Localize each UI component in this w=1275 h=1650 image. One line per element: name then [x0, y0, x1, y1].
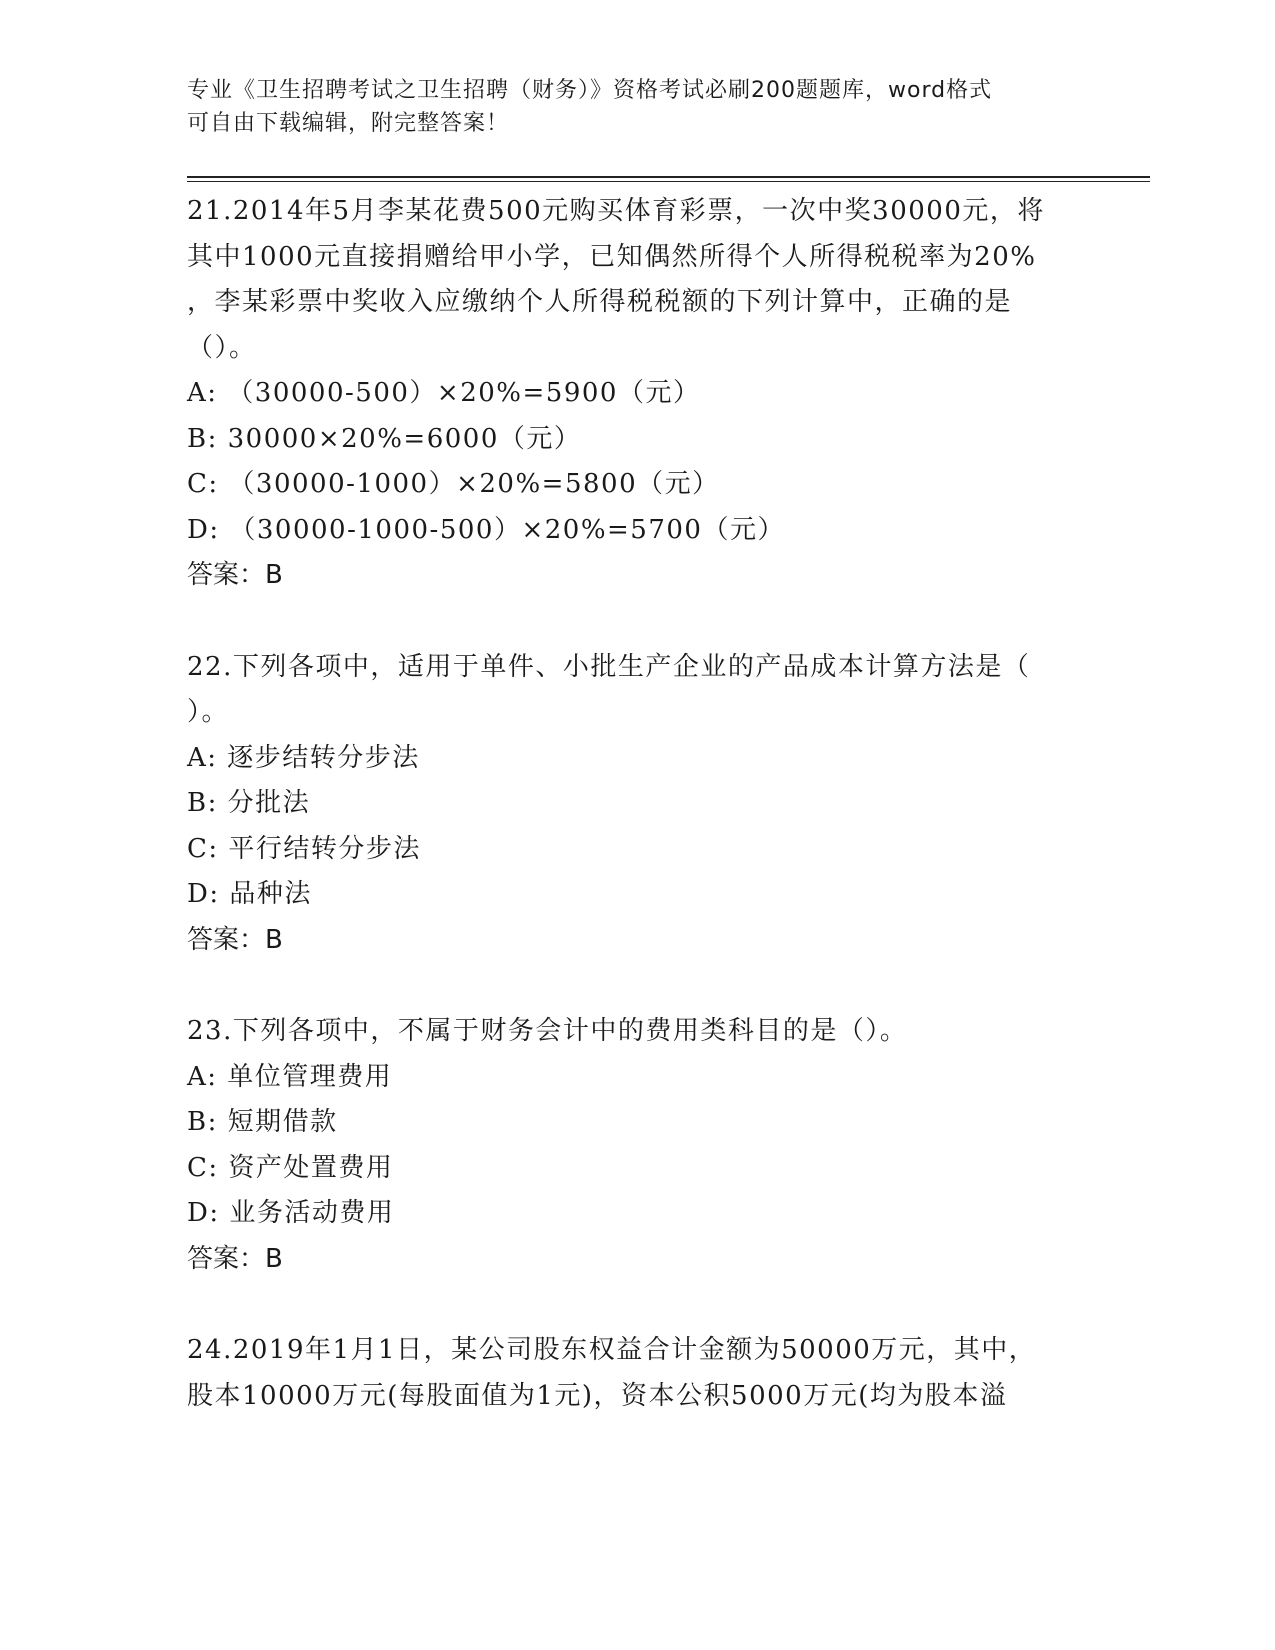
question-block — [187, 1328, 1087, 1419]
question-stem-line: 股本10000万元(每股面值为1元)，资本公积5000万元(均为股本溢 — [187, 1380, 1008, 1411]
answer-option: B: 分批法 — [187, 788, 311, 818]
header-rule-thick — [187, 176, 1150, 178]
question-stem-line: 23.下列各项中，不属于财务会计中的费用类科目的是（）。 — [187, 1016, 908, 1046]
answer-key: 答案：B — [187, 1243, 283, 1274]
answer-option: A: 逐步结转分步法 — [187, 742, 420, 773]
answer-option: A: （30000-500）×20%=5900（元） — [187, 378, 701, 408]
answer-option: C: （30000-1000）×20%=5800（元） — [187, 469, 720, 499]
header-line-2: 可自由下载编辑，附完整答案！ — [187, 111, 510, 136]
question-stem-line: 21.2014年5月李某花费500元购买体育彩票，一次中奖30000元，将 — [187, 196, 1045, 226]
question-list — [187, 189, 1087, 1419]
question-spacer — [187, 1282, 1087, 1328]
answer-option: B: 30000×20%=6000（元） — [187, 423, 582, 454]
question-block — [187, 1009, 1087, 1282]
answer-option: A: 单位管理费用 — [187, 1061, 393, 1092]
document-header — [187, 74, 1087, 140]
question-stem-line: （）。 — [187, 332, 257, 363]
answer-key: 答案：B — [187, 560, 283, 590]
answer-option: C: 平行结转分步法 — [187, 833, 421, 864]
question-spacer — [187, 599, 1087, 645]
question-stem-line: 其中1000元直接捐赠给甲小学，已知偶然所得个人所得税税率为20% — [187, 241, 1037, 272]
answer-option: D: 业务活动费用 — [187, 1198, 395, 1228]
question-block — [187, 645, 1087, 964]
question-stem-line: 24.2019年1月1日，某公司股东权益合计金额为50000万元，其中， — [187, 1335, 1037, 1365]
answer-option: B: 短期借款 — [187, 1107, 338, 1137]
question-spacer — [187, 963, 1087, 1009]
answer-option: D: （30000-1000-500）×20%=5700（元） — [187, 514, 785, 545]
answer-key: 答案：B — [187, 924, 283, 955]
question-stem-line: ）。 — [187, 697, 230, 727]
question-stem-line: 22.下列各项中，适用于单件、小批生产企业的产品成本计算方法是（ — [187, 651, 1031, 682]
answer-option: C: 资产处置费用 — [187, 1152, 394, 1183]
header-rule-thin — [187, 181, 1150, 182]
answer-option: D: 品种法 — [187, 879, 312, 909]
question-block — [187, 189, 1087, 599]
question-stem-line: ，李某彩票中奖收入应缴纳个人所得税税额的下列计算中，正确的是 — [187, 287, 1013, 317]
header-line-1: 专业《卫生招聘考试之卫生招聘（财务）》资格考试必刷200题题库，word格式 — [187, 78, 993, 103]
